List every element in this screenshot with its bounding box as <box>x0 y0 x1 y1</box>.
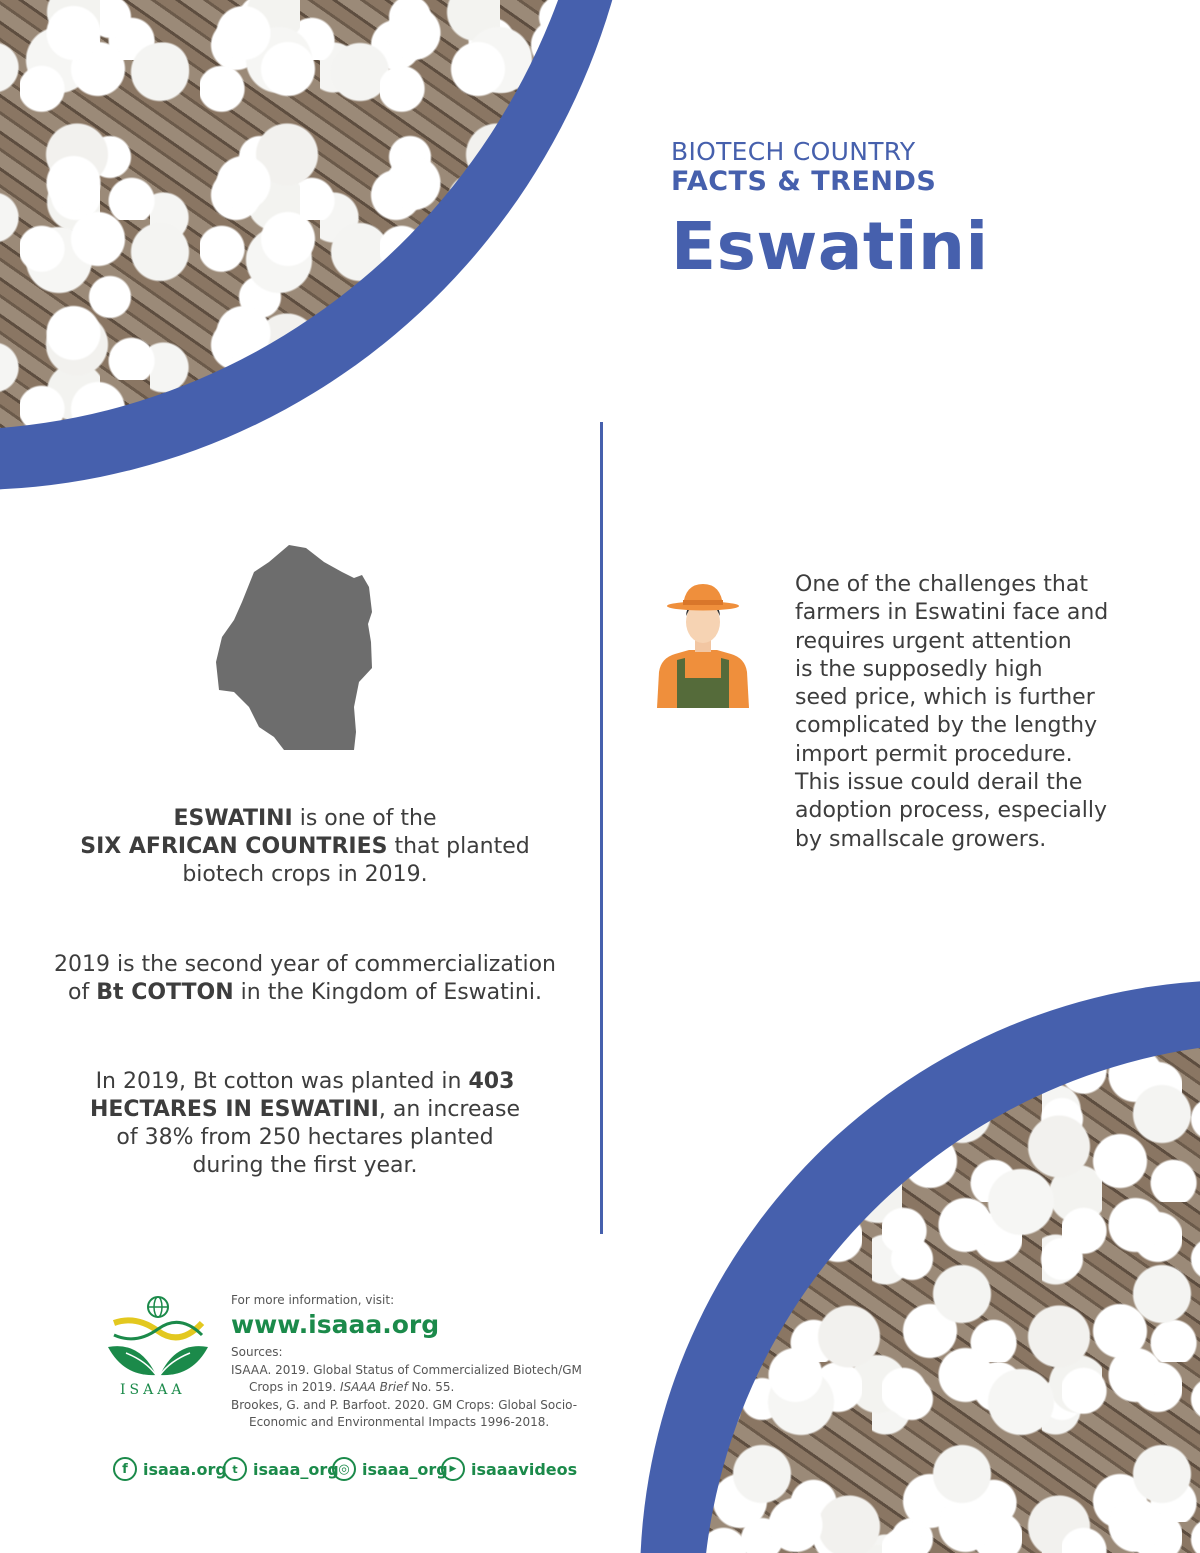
fact1-text2: that planted <box>387 834 530 859</box>
twitter-icon: t <box>223 1457 247 1481</box>
fact3-bold-hectares: HECTARES IN ESWATINI <box>89 1097 379 1122</box>
website-link[interactable]: www.isaaa.org <box>231 1310 440 1339</box>
fact1-text: is one of the <box>292 806 437 831</box>
eswatini-map-icon <box>214 542 374 752</box>
social-label: isaaa_org <box>362 1459 448 1479</box>
fact3-text3: of 38% from 250 hectares planted <box>116 1125 494 1150</box>
fact2-text2: of <box>68 980 97 1005</box>
challenge-line: requires urgent attention <box>795 628 1072 654</box>
sources-block <box>231 1344 591 1432</box>
source-1-line-1: ISAAA. 2019. Global Status of Commercialized Biotech/GM <box>231 1362 582 1377</box>
social-label: isaaa_org <box>253 1459 339 1479</box>
challenge-line: is the supposedly high <box>795 656 1043 682</box>
header-subtitle: FACTS & TRENDS <box>671 166 937 197</box>
challenge-line: This issue could derail the <box>795 770 1083 796</box>
fact-second-year <box>30 951 580 1007</box>
fact3-bold-403: 403 <box>468 1069 515 1094</box>
source-1-text: Crops in 2019. <box>249 1380 340 1394</box>
social-label: isaaa.org <box>143 1459 227 1479</box>
fact2-bold-bt-cotton: Bt COTTON <box>96 980 234 1005</box>
farmer-icon <box>655 582 751 710</box>
vertical-divider <box>600 422 603 1234</box>
header-kicker: BIOTECH COUNTRY <box>671 137 916 166</box>
sources-label: Sources: <box>231 1345 283 1359</box>
social-youtube[interactable] <box>441 1457 577 1481</box>
fact1-bold-eswatini: ESWATINI <box>173 806 293 831</box>
bottom-cotton-photo-frame <box>640 980 1200 1553</box>
fact3-text1: In 2019, Bt cotton was planted in <box>95 1069 469 1094</box>
challenge-line: One of the challenges that <box>795 572 1088 597</box>
fact1-text3: biotech crops in 2019. <box>182 862 428 887</box>
source-2-line-1: Brookes, G. and P. Barfoot. 2020. GM Crops: Global Socio- <box>231 1397 578 1412</box>
source-2-line-2: Economic and Environmental Impacts 1996-2018. <box>249 1415 550 1429</box>
challenge-paragraph <box>795 571 1155 854</box>
source-1-number: No. 55. <box>407 1380 455 1394</box>
challenge-line: seed price, which is further <box>795 685 1095 711</box>
youtube-icon: ▶ <box>441 1457 465 1481</box>
challenge-line: complicated by the lengthy <box>795 713 1098 739</box>
social-label: isaaavideos <box>471 1459 578 1479</box>
more-info-label: For more information, visit: <box>231 1293 395 1307</box>
challenge-line: farmers in Eswatini face and <box>795 600 1109 626</box>
fact2-text1: 2019 is the second year of commercialization <box>54 952 556 977</box>
instagram-icon: ◎ <box>332 1457 356 1481</box>
source-1-italic: ISAAA Brief <box>340 1380 408 1394</box>
fact-hectares <box>60 1068 550 1180</box>
facebook-icon: f <box>113 1457 137 1481</box>
fact3-text2: , an increase <box>378 1097 521 1122</box>
fact3-text4: during the first year. <box>192 1153 418 1178</box>
social-instagram[interactable] <box>332 1457 448 1481</box>
challenge-line: by smallscale growers. <box>795 826 1047 852</box>
page-title: Eswatini <box>671 208 989 285</box>
top-cotton-photo-frame <box>0 0 660 500</box>
social-facebook[interactable] <box>113 1457 227 1481</box>
isaaa-logo-wordmark: ISAAA <box>120 1382 186 1398</box>
source-1-line-2 <box>231 1379 591 1397</box>
social-twitter[interactable] <box>223 1457 339 1481</box>
challenge-line: import permit procedure. <box>795 741 1073 767</box>
fact1-bold-countries: SIX AFRICAN COUNTRIES <box>80 834 388 859</box>
fact-six-countries <box>60 805 550 889</box>
fact2-text3: in the Kingdom of Eswatini. <box>233 980 542 1005</box>
challenge-line: adoption process, especially <box>795 798 1107 824</box>
